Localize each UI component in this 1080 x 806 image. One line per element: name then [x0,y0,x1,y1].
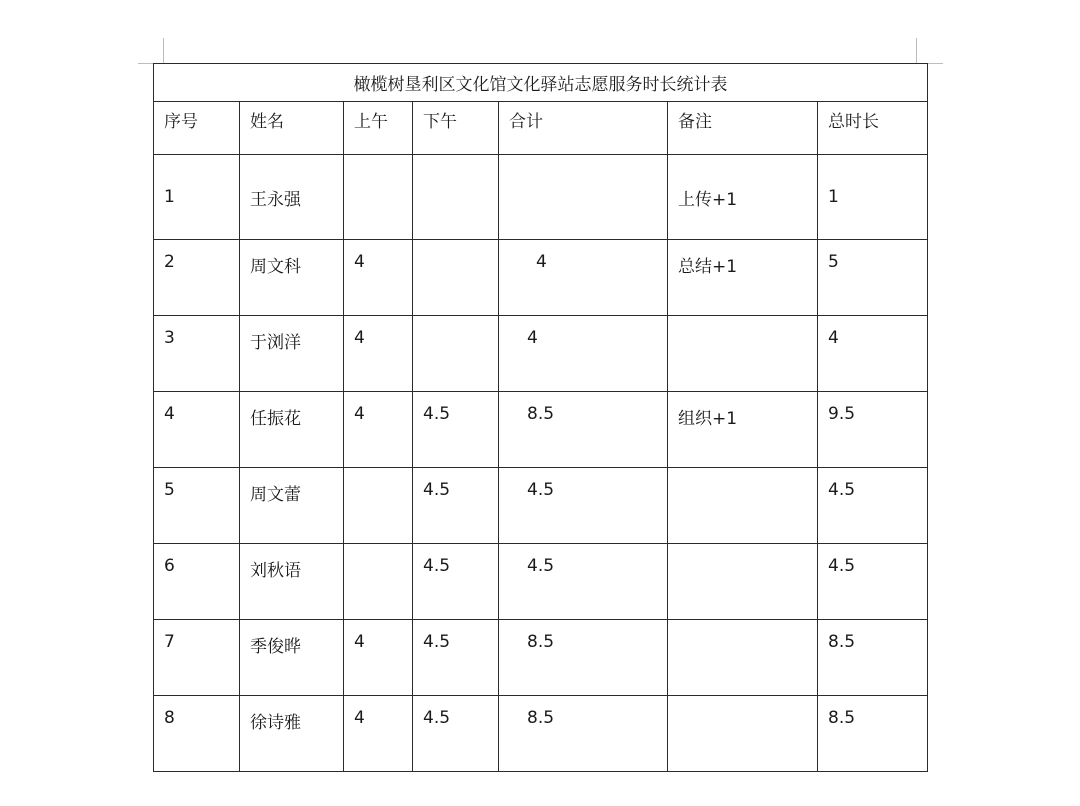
cell-name: 任振花 [240,392,344,468]
header-cell-note: 备注 [668,102,818,155]
cell-name: 周文科 [240,240,344,316]
table-header-row [154,102,928,155]
table-row [154,240,928,316]
table-title-row [154,64,928,102]
cell-grand-total: 8.5 [818,620,928,696]
header-cell-total: 合计 [499,102,668,155]
cell-pm [413,240,499,316]
cell-no: 1 [154,155,240,240]
cell-pm: 4.5 [413,544,499,620]
cell-am: 4 [344,240,413,316]
cell-am [344,155,413,240]
cell-name: 刘秋语 [240,544,344,620]
cell-grand-total: 8.5 [818,696,928,772]
cell-grand-total: 4.5 [818,468,928,544]
cell-pm: 4.5 [413,468,499,544]
cell-note: 组织+1 [668,392,818,468]
table-row [154,544,928,620]
header-cell-am: 上午 [344,102,413,155]
cell-note [668,696,818,772]
cell-name: 徐诗雅 [240,696,344,772]
cell-pm [413,316,499,392]
cell-grand-total: 1 [818,155,928,240]
cell-total: 8.5 [499,620,668,696]
cell-total: 4 [499,316,668,392]
cell-name: 季俊晔 [240,620,344,696]
table-row [154,316,928,392]
header-cell-grand-total: 总时长 [818,102,928,155]
cell-grand-total: 4.5 [818,544,928,620]
cell-total: 4.5 [499,468,668,544]
cell-no: 5 [154,468,240,544]
cell-total [499,155,668,240]
cell-note: 上传+1 [668,155,818,240]
table-row [154,468,928,544]
table-row [154,620,928,696]
cell-note [668,620,818,696]
cell-grand-total: 5 [818,240,928,316]
cell-total: 4 [499,240,668,316]
cell-note [668,316,818,392]
margin-guide [163,38,164,63]
cell-total: 8.5 [499,696,668,772]
cell-pm: 4.5 [413,620,499,696]
cell-am [344,544,413,620]
cell-am [344,468,413,544]
margin-guide [138,63,154,64]
cell-no: 2 [154,240,240,316]
cell-note [668,544,818,620]
cell-no: 6 [154,544,240,620]
cell-no: 4 [154,392,240,468]
cell-name: 王永强 [240,155,344,240]
cell-no: 7 [154,620,240,696]
cell-am: 4 [344,392,413,468]
cell-am: 4 [344,316,413,392]
cell-no: 8 [154,696,240,772]
cell-am: 4 [344,620,413,696]
cell-pm: 4.5 [413,696,499,772]
cell-name: 周文蕾 [240,468,344,544]
cell-grand-total: 4 [818,316,928,392]
cell-pm [413,155,499,240]
cell-name: 于浏洋 [240,316,344,392]
table-title: 橄榄树垦利区文化馆文化驿站志愿服务时长统计表 [154,64,928,102]
table-row [154,155,928,240]
table-row [154,392,928,468]
cell-note: 总结+1 [668,240,818,316]
cell-am: 4 [344,696,413,772]
cell-total: 8.5 [499,392,668,468]
header-cell-pm: 下午 [413,102,499,155]
margin-guide [927,63,943,64]
cell-pm: 4.5 [413,392,499,468]
volunteer-hours-table [153,63,928,772]
cell-grand-total: 9.5 [818,392,928,468]
margin-guide [916,38,917,63]
cell-no: 3 [154,316,240,392]
header-cell-name: 姓名 [240,102,344,155]
cell-total: 4.5 [499,544,668,620]
cell-note [668,468,818,544]
header-cell-no: 序号 [154,102,240,155]
table-row [154,696,928,772]
